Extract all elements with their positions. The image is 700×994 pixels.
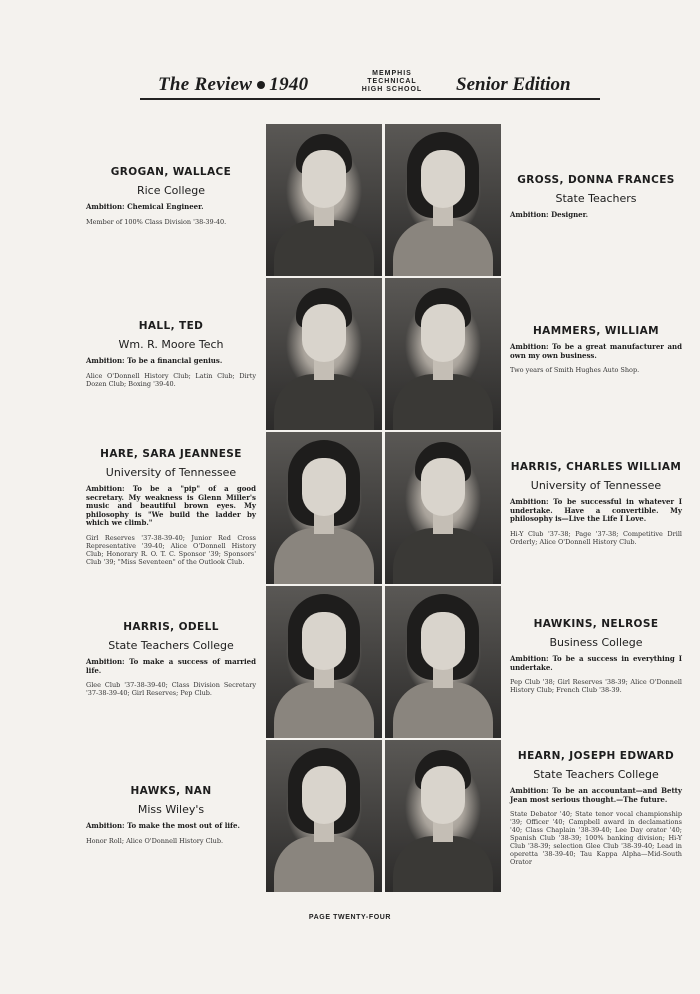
student-entry [86, 621, 256, 697]
page-header [140, 70, 600, 100]
portrait-photo [266, 432, 382, 584]
student-name: HEARN, JOSEPH EDWARD [517, 750, 675, 762]
page-number: PAGE TWENTY-FOUR [308, 914, 392, 921]
student-ambition: Ambition: To be a "pip" of a good secretary. My weakness is Glenn Miller's music and beautiful brown eyes. My philosophy is "We build the ladder by which we climb." [86, 484, 256, 527]
student-school: State Teachers College [108, 639, 234, 652]
student-ambition: Ambition: Chemical Engineer. [86, 202, 204, 211]
student-ambition: Ambition: To be an accountant—and Betty Jean most serious thought.—The future. [510, 786, 682, 804]
bullet-icon [257, 81, 265, 89]
student-ambition: Ambition: Designer. [510, 210, 589, 219]
student-activities: State Debator '40; State tenor vocal championship '39; Officer '40; Campbell award in declamations '40; Class Chaplain '38-39-40; Lee Day orator '40; Spanish Club '38-39; 100% banking division; Hi-Y Club '38-39; selection Glee Club '38-39-40; Lead in operetta '38-39-40; Tau Kappa Alpha—Mid-South Orator [510, 810, 682, 866]
portrait-photo [266, 740, 382, 892]
school-line-3: HIGH SCHOOL [361, 86, 423, 93]
school-line-2: TECHNICAL [367, 78, 417, 85]
school-line-1: MEMPHIS [372, 70, 412, 77]
student-name: HALL, TED [138, 320, 204, 332]
student-name: HAMMERS, WILLIAM [532, 325, 660, 337]
student-entry [510, 325, 682, 374]
publication-title [158, 74, 308, 96]
student-name: HARRIS, ODELL [123, 621, 219, 633]
student-activities: Glee Club '37-38-39-40; Class Division Secretary '37-38-39-40; Girl Reserves; Pep Club. [86, 681, 256, 697]
portrait-photo [266, 586, 382, 738]
student-entry [86, 448, 256, 566]
student-ambition: Ambition: To be successful in whatever I undertake. Have a convertible. My philosophy is—Live the Life I Love. [510, 497, 682, 523]
student-entry [510, 750, 682, 866]
student-school: Business College [549, 636, 643, 649]
student-activities: Two years of Smith Hughes Auto Shop. [510, 366, 640, 374]
portrait-photo [385, 432, 501, 584]
student-school: State Teachers [555, 192, 637, 205]
student-activities: Member of 100% Class Division '38-39-40. [86, 217, 227, 226]
student-name: GROSS, DONNA FRANCES [517, 174, 675, 186]
student-entry [510, 174, 682, 226]
student-ambition: Ambition: To be a financial genius. [86, 356, 223, 365]
student-school: State Teachers College [533, 768, 659, 781]
portrait-photo [266, 278, 382, 430]
student-activities: Girl Reserves '37-38-39-40; Junior Red Cross Representative '39-40; Alice O'Donnell History Club; Honorary R. O. T. C. Sponsor '39; Sponsors' Club '39; "Miss Seventeen" of the Outlook Club. [86, 533, 256, 566]
student-school: University of Tennessee [530, 479, 662, 492]
student-ambition: Ambition: To make the most out of life. [86, 821, 240, 830]
student-entry [510, 461, 682, 546]
portrait-photo [385, 586, 501, 738]
student-ambition: Ambition: To be a success in everything I undertake. [510, 654, 682, 672]
student-name: HARRIS, CHARLES WILLIAM [510, 461, 682, 473]
student-name: GROGAN, WALLACE [110, 166, 232, 178]
portrait-photo [266, 124, 382, 276]
year: 1940 [269, 74, 309, 95]
student-name: HAWKINS, NELROSE [533, 618, 659, 630]
student-school: Miss Wiley's [137, 803, 205, 816]
portrait-photo [385, 740, 501, 892]
student-school: Rice College [136, 184, 206, 197]
student-activities: Alice O'Donnell History Club; Latin Club; Dirty Dozen Club; Boxing '39-40. [86, 371, 256, 388]
student-ambition: Ambition: To make a success of married life. [86, 657, 256, 675]
student-name: HARE, SARA JEANNESE [100, 448, 242, 460]
header-rule [140, 98, 600, 100]
student-activities: Honor Roll; Alice O'Donnell History Club. [86, 836, 224, 845]
student-entry [510, 618, 682, 694]
student-activities: Pep Club '38; Girl Reserves '38-39; Alice O'Donnell History Club; French Club '38-39. [510, 678, 682, 694]
student-ambition: Ambition: To be a great manufacturer and own my own business. [510, 342, 682, 360]
student-activities: Hi-Y Club '37-38; Page '37-38; Competitive Drill Orderly; Alice O'Donnell History Club. [510, 529, 682, 546]
school-name [352, 70, 432, 94]
student-entry [86, 166, 256, 226]
portrait-photo [385, 124, 501, 276]
portrait-photo [385, 278, 501, 430]
student-name: HAWKS, NAN [130, 785, 212, 797]
review-title: The Review [158, 74, 253, 95]
student-entry [86, 320, 256, 388]
edition-title: Senior Edition [456, 74, 571, 95]
student-school: University of Tennessee [105, 466, 237, 479]
student-school: Wm. R. Moore Tech [118, 338, 224, 351]
student-entry [86, 785, 256, 845]
